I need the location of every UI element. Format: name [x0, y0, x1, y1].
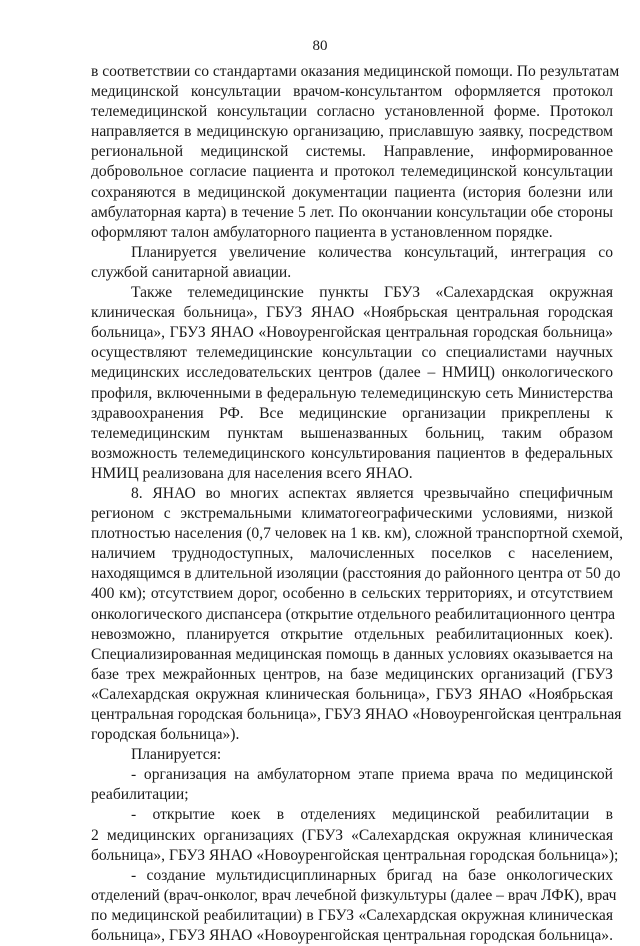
- text-line: медицинской консультации врачом-консультантом оформляется протокол: [91, 83, 613, 101]
- text-line: - открытие коек в отделениях медицинской реабилитации в: [131, 806, 613, 824]
- text-line: наличием труднодоступных, малочисленных поселков с населением,: [91, 545, 613, 563]
- text-line: клиническая больница», ГБУЗ ЯНАО «Ноябрьская центральная городская: [91, 304, 613, 322]
- text-line: - создание мультидисциплинарных бригад на базе онкологических: [131, 866, 613, 884]
- text-line: телемедицинским пунктам вышеназванных больниц, таким образом: [91, 424, 613, 442]
- text-line: региональной медицинской системы. Направление, информированное: [91, 143, 613, 161]
- text-line: Планируется увеличение количества консультаций, интеграция со: [131, 243, 613, 261]
- text-line: сохраняются в медицинской документации пациента (история болезни или: [91, 183, 613, 201]
- text-line: службой санитарной авиации.: [91, 263, 292, 281]
- text-line: здравоохранения РФ. Все медицинские организации прикреплены к: [91, 404, 613, 422]
- text-line: по медицинской реабилитации) в ГБУЗ «Салехардская окружная клиническая: [91, 906, 613, 924]
- text-line: Также телемедицинские пункты ГБУЗ «Салехардская окружная: [131, 284, 613, 302]
- text-line: больница», ГБУЗ ЯНАО «Новоуренгойская центральная городская больница»);: [91, 846, 619, 864]
- text-line: реабилитации;: [91, 786, 189, 804]
- text-line: Специализированная медицинская помощь в данных условиях оказывается на: [91, 645, 613, 663]
- text-line: 2 медицинских организациях (ГБУЗ «Салехардская окружная клиническая: [91, 826, 613, 844]
- text-line: осуществляют телемедицинские консультации со специалистами научных: [91, 344, 613, 362]
- text-line: - организация на амбулаторном этапе приема врача по медицинской: [131, 766, 613, 784]
- text-line: «Салехардская окружная клиническая больница», ГБУЗ ЯНАО «Ноябрьская: [91, 685, 613, 703]
- text-line: 8. ЯНАО во многих аспектах является чрезвычайно специфичным: [131, 484, 613, 502]
- text-line: больница», ГБУЗ ЯНАО «Новоуренгойская центральная городская больница».: [91, 927, 613, 945]
- text-line: добровольное согласие пациента и протокол телемедицинской консультации: [91, 163, 613, 181]
- text-line: городская больница»).: [91, 726, 240, 744]
- text-line: в соответствии со стандартами оказания медицинской помощи. По результатам: [91, 63, 620, 80]
- text-line: оформляют талон амбулаторного пациента в установленном порядке.: [91, 223, 553, 241]
- text-line: онкологического диспансера (открытие отдельного реабилитационного центра: [91, 605, 616, 623]
- text-line: телемедицинской консультации согласно установленной форме. Протокол: [91, 103, 613, 121]
- text-line: НМИЦ реализована для населения всего ЯНАО.: [91, 464, 413, 482]
- text-line: Планируется:: [131, 746, 222, 764]
- text-line: плотностью населения (0,7 человек на 1 кв. км), сложной транспортной схемой,: [91, 525, 623, 543]
- text-line: центральная городская больница», ГБУЗ ЯНАО «Новоуренгойская центральная: [91, 706, 622, 723]
- document-body: [91, 62, 623, 946]
- text-line: профиля, включенными в федеральную телемедицинскую сеть Министерства: [91, 384, 613, 402]
- text-line: медицинских исследовательских центров (далее – НМИЦ) онкологического: [91, 364, 613, 382]
- text-line: регионом с экстремальными климатогеографическими условиями, низкой: [91, 505, 613, 523]
- text-line: амбулаторная карта) в течение 5 лет. По окончании консультации обе стороны: [91, 203, 613, 221]
- text-line: базе трех межрайонных центров, на базе медицинских организаций (ГБУЗ: [91, 665, 613, 683]
- page-number: 80: [312, 38, 328, 54]
- text-line: направляется в медицинскую организацию, приславшую заявку, посредством: [91, 123, 613, 141]
- text-line: отделений (врач-онколог, врач лечебной физкультуры (далее – врач ЛФК), врач: [91, 886, 617, 904]
- text-line: невозможно, планируется открытие отдельных реабилитационных коек).: [91, 625, 613, 643]
- text-line: больница», ГБУЗ ЯНАО «Новоуренгойская центральная городская больница»: [91, 324, 613, 342]
- text-line: возможность телемедицинского консультирования пациентов в федеральных: [91, 444, 613, 462]
- text-line: 400 км); отсутствием дорог, особенно в сельских территориях, и отсутствием: [91, 585, 613, 603]
- text-line: находящимся в длительной изоляции (расстояния до районного центра от 50 до: [91, 565, 621, 583]
